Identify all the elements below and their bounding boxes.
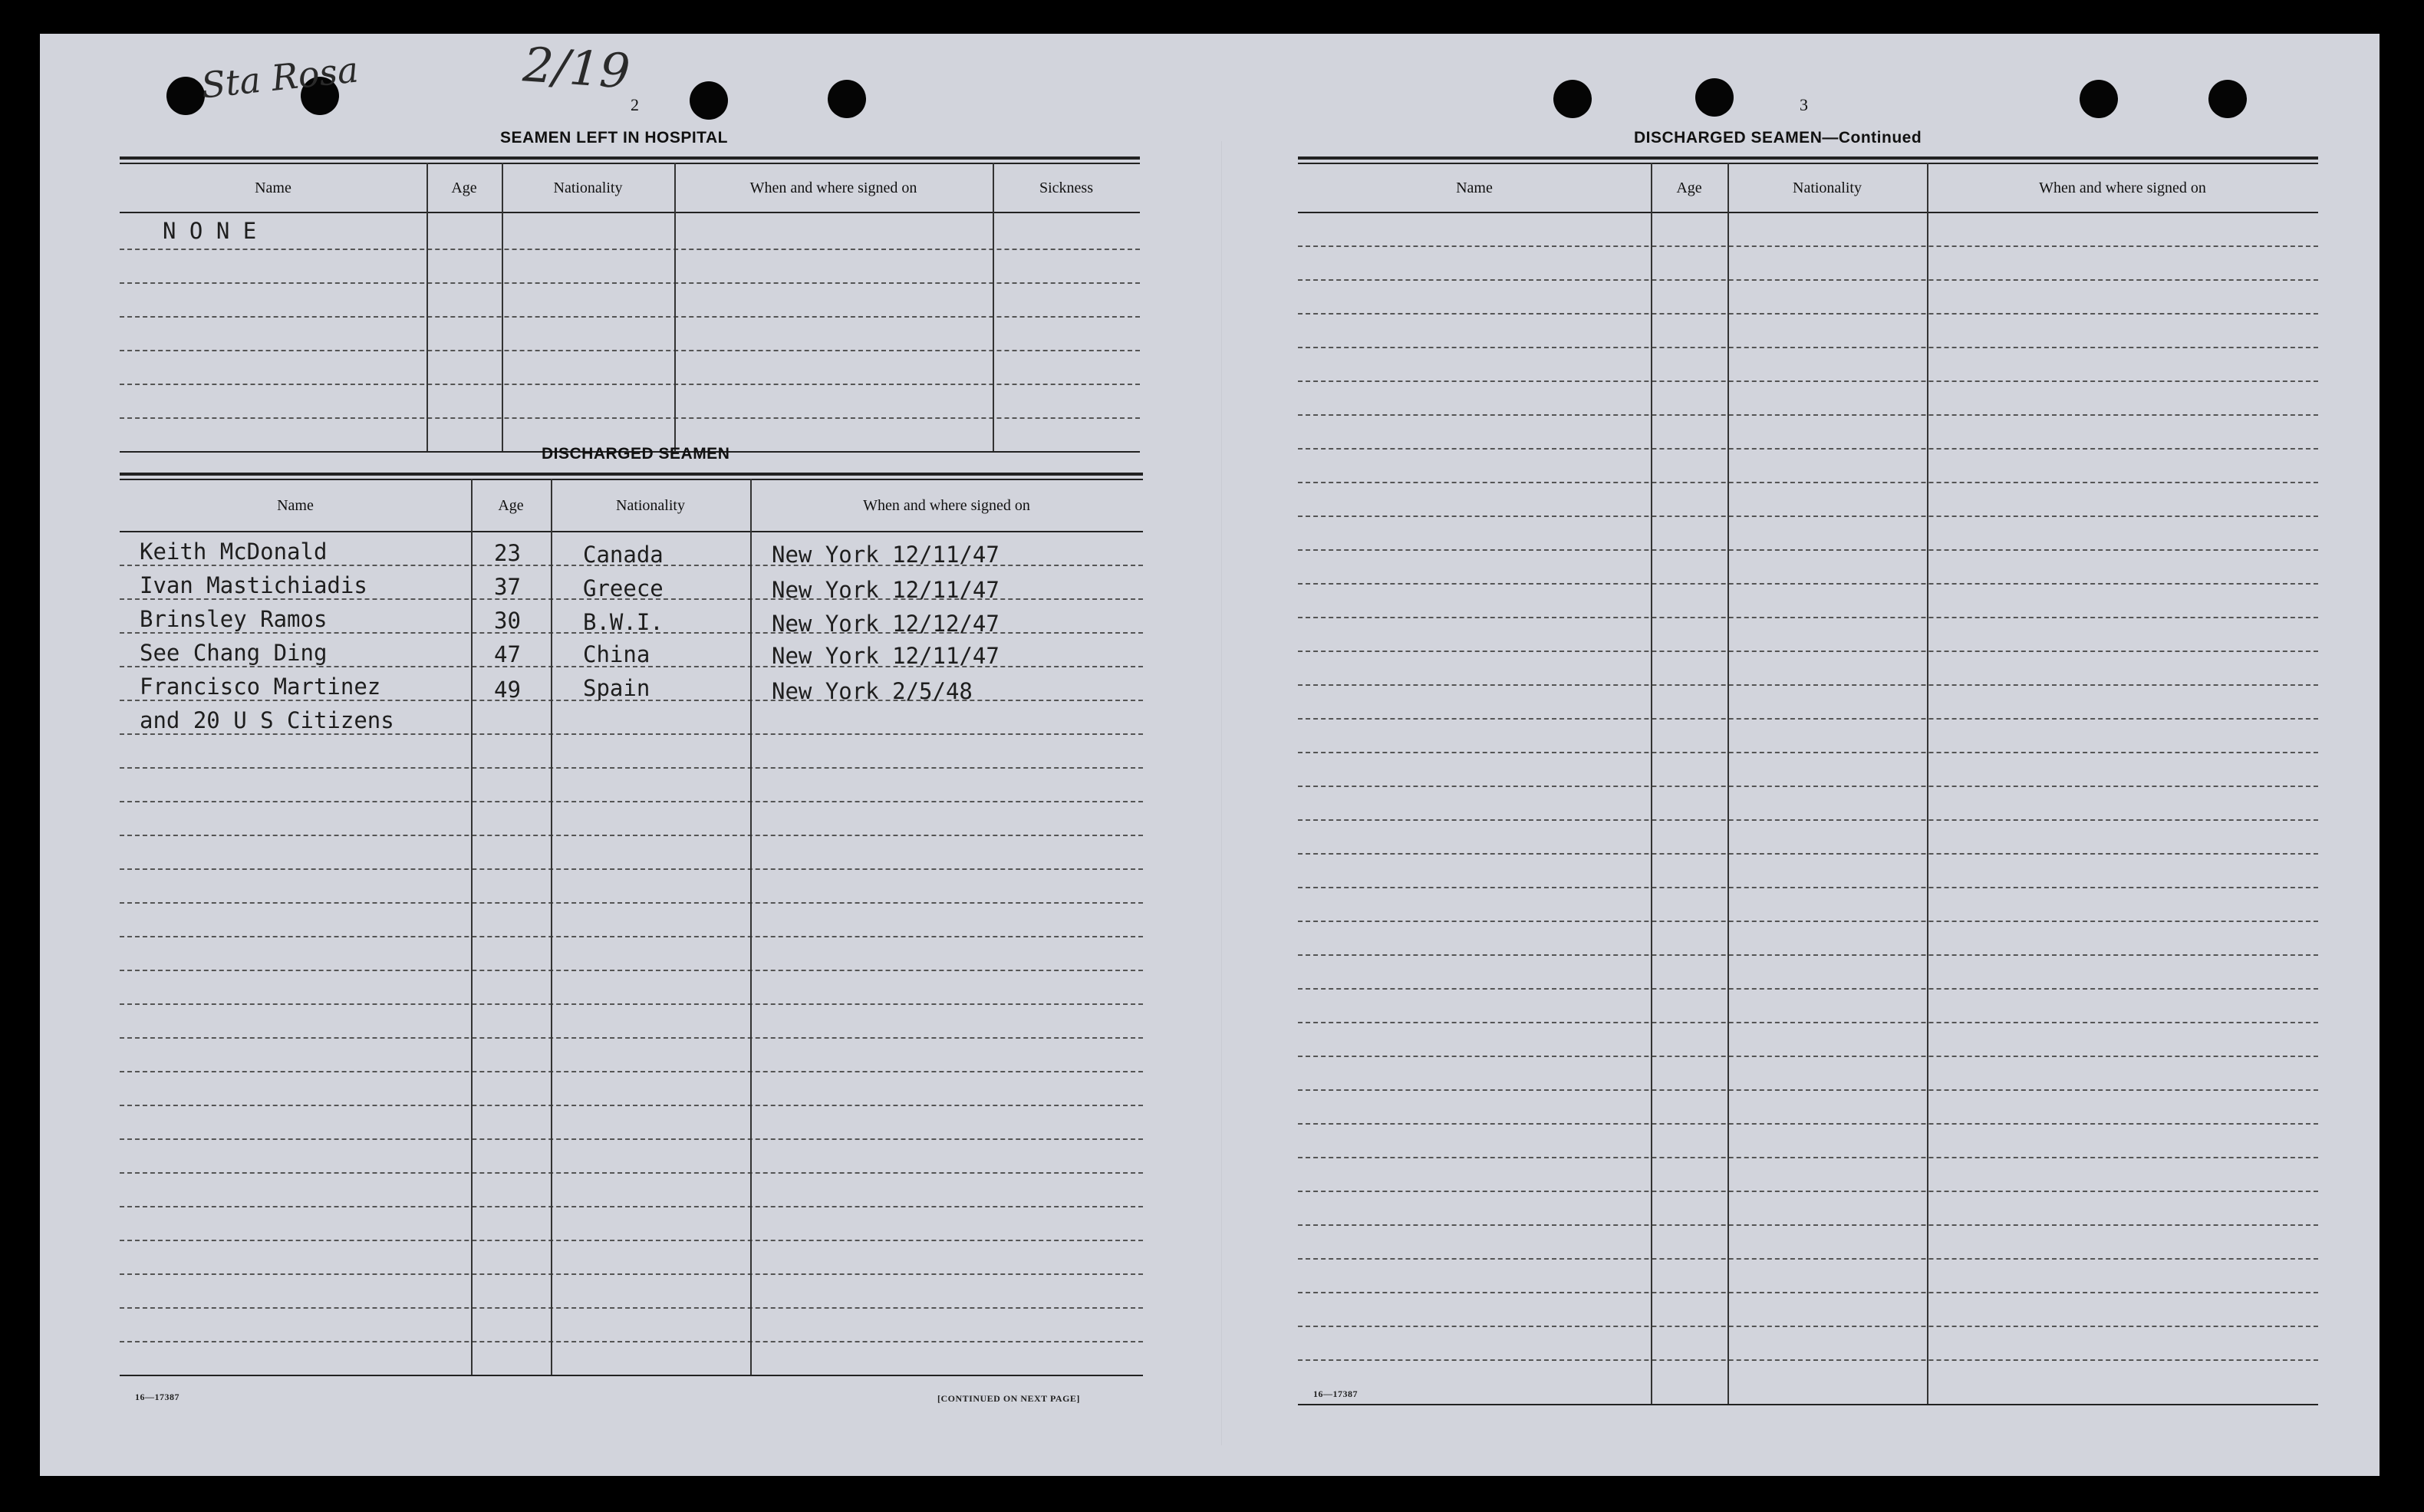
form-number-left: 16—17387 [135,1392,179,1402]
punch-hole [1553,80,1592,118]
section-title: DISCHARGED SEAMEN [1634,129,1823,147]
seaman-name: Francisco Martinez [140,674,381,700]
discharged-continued-title [1634,129,1922,147]
discharged-table [120,473,1143,1416]
column-header-age: Age [451,180,477,196]
seaman-name: Keith McDonald [140,539,328,565]
punch-hole [166,77,205,115]
seaman-nationality: B.W.I. [583,609,664,635]
column-header-name: Name [255,180,291,196]
handwritten-date: 2/19 [521,36,632,100]
column-header-name: Name [277,497,314,514]
seaman-nationality: Spain [583,675,650,701]
column-header-nationality: Nationality [553,180,623,196]
seaman-signed-on: New York 12/11/47 [772,542,1000,568]
section-title-suffix: —Continued [1822,129,1922,147]
hospital-table [120,156,1140,460]
page-fold [1221,141,1222,1445]
seaman-age: 30 [494,608,521,634]
seaman-signed-on: New York 12/11/47 [772,643,1000,669]
column-header-signed-on: When and where signed on [863,497,1030,514]
punch-hole [828,80,866,118]
column-header-sickness: Sickness [1039,180,1093,196]
punch-hole [690,81,728,120]
seaman-name: Ivan Mastichiadis [140,572,367,598]
page-number-right: 3 [1800,95,1808,114]
column-header-signed-on: When and where signed on [2039,180,2206,196]
seaman-age: 23 [494,540,521,566]
page-number-left: 2 [631,95,639,114]
seaman-age: 47 [494,641,521,667]
column-header-age: Age [498,497,524,514]
seaman-name: See Chang Ding [140,640,328,666]
seaman-nationality: Greece [583,575,664,601]
discharged-section-title: DISCHARGED SEAMEN [542,445,730,463]
column-header-nationality: Nationality [1793,180,1862,196]
punch-hole [2080,80,2118,118]
seaman-signed-on: New York 12/12/47 [772,611,1000,637]
column-header-name: Name [1456,180,1493,196]
handwritten-note: Sta Rosa [199,48,361,107]
hospital-entry-none: N O N E [163,218,257,244]
column-header-nationality: Nationality [616,497,685,514]
continued-note: [CONTINUED ON NEXT PAGE] [937,1393,1080,1404]
punch-hole [1695,78,1734,117]
seaman-age: 49 [494,677,521,703]
seaman-nationality: Canada [583,542,664,568]
seaman-name: and 20 U S Citizens [140,707,394,733]
discharged-continued-table [1298,156,2318,1415]
hospital-section-title: SEAMEN LEFT IN HOSPITAL [500,129,728,147]
document-sheet [40,34,2380,1476]
seaman-signed-on: New York 2/5/48 [772,678,973,704]
column-header-signed-on: When and where signed on [749,180,917,196]
seaman-nationality: China [583,641,650,667]
punch-hole [2208,80,2247,118]
seaman-signed-on: New York 12/11/47 [772,577,1000,603]
seaman-name: Brinsley Ramos [140,606,328,632]
form-number-right: 16—17387 [1313,1388,1358,1399]
seaman-age: 37 [494,574,521,600]
column-header-age: Age [1676,180,1702,196]
